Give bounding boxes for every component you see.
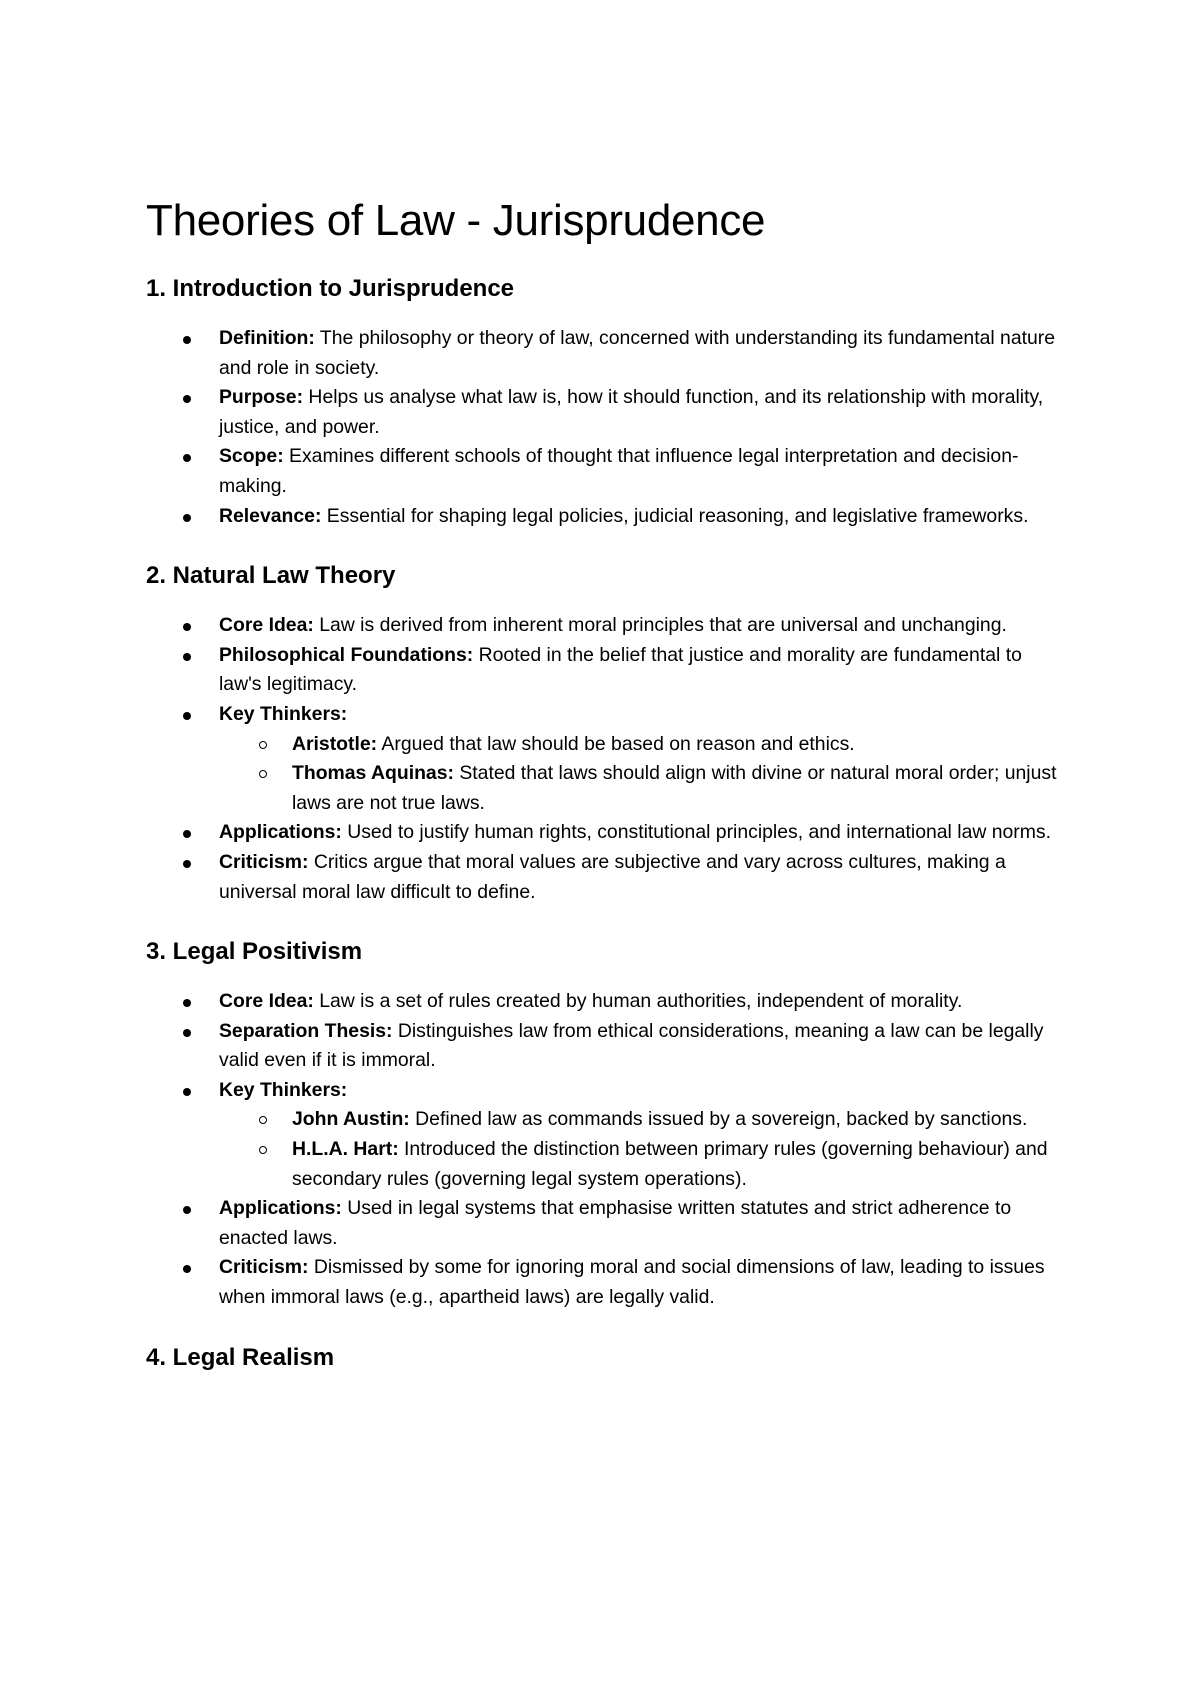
item-term: Applications: xyxy=(219,1197,342,1220)
list-item xyxy=(219,611,1066,641)
item-text: Introduced the distinction between primary rules (governing behaviour) and secondary rules (governing legal system operations). xyxy=(292,1138,1048,1190)
list-item xyxy=(219,1194,1066,1253)
section-legal-positivism xyxy=(146,936,1066,1313)
list-item xyxy=(219,442,1066,501)
sub-list-item xyxy=(292,1105,1066,1135)
document-title: Theories of Law - Jurisprudence xyxy=(146,196,766,245)
item-text: Helps us analyse what law is, how it should function, and its relationship with morality, justice, and power. xyxy=(219,386,1044,438)
item-text: Used in legal systems that emphasise written statutes and strict adherence to enacted laws. xyxy=(219,1197,1012,1249)
list-item xyxy=(219,383,1066,442)
item-term: Philosophical Foundations: xyxy=(219,643,474,666)
item-term: Criticism: xyxy=(219,850,309,873)
item-text: Law is a set of rules created by human authorities, independent of morality. xyxy=(313,990,963,1013)
item-text: Dismissed by some for ignoring moral and social dimensions of law, leading to issues when immoral laws (e.g., apartheid laws) are legally valid. xyxy=(219,1256,1045,1309)
item-term: Aristotle: xyxy=(292,732,378,755)
item-text: Examines different schools of thought that influence legal interpretation and decision-making. xyxy=(219,445,1019,497)
sub-list xyxy=(219,730,1066,819)
section-heading: 4. Legal Realism xyxy=(146,1343,335,1371)
item-text: Law is derived from inherent moral principles that are universal and unchanging. xyxy=(313,614,1007,637)
sub-list-item xyxy=(292,1135,1066,1194)
item-text: Argued that law should be based on reason and ethics. xyxy=(377,732,855,755)
item-term: Key Thinkers: xyxy=(219,702,348,725)
sub-list xyxy=(219,1105,1066,1194)
document-page xyxy=(146,194,1066,1393)
bullet-list xyxy=(146,324,1066,531)
item-term: Core Idea: xyxy=(219,990,314,1013)
section-heading: 2. Natural Law Theory xyxy=(146,562,396,590)
list-item xyxy=(219,700,1066,818)
section-heading: 3. Legal Positivism xyxy=(146,938,363,966)
list-item xyxy=(219,848,1066,907)
item-text: Distinguishes law from ethical considerations, meaning a law can be legally valid even if it is immoral. xyxy=(219,1019,1044,1072)
item-term: Core Idea: xyxy=(219,614,314,637)
list-item xyxy=(219,1076,1066,1194)
section-heading: 1. Introduction to Jurisprudence xyxy=(146,275,515,302)
item-term: Key Thinkers: xyxy=(219,1078,348,1101)
section-natural-law xyxy=(146,560,1066,907)
sub-list-item xyxy=(292,759,1066,818)
item-text: Rooted in the belief that justice and morality are fundamental to law's legitimacy. xyxy=(219,643,1022,696)
list-item xyxy=(219,987,1066,1017)
sub-list-item xyxy=(292,730,1066,760)
list-item xyxy=(219,324,1066,383)
section-legal-realism xyxy=(146,1342,1066,1374)
item-text: Stated that laws should align with divine or natural moral order; unjust laws are not true laws. xyxy=(292,762,1057,814)
list-item xyxy=(219,1253,1066,1312)
item-term: Relevance: xyxy=(219,504,322,527)
bullet-list xyxy=(146,987,1066,1313)
bullet-list xyxy=(146,611,1066,907)
item-term: Applications: xyxy=(219,821,342,844)
item-text: Critics argue that moral values are subjective and vary across cultures, making a universal moral law difficult to define. xyxy=(219,850,1006,903)
item-text: Used to justify human rights, constitutional principles, and international law norms. xyxy=(341,821,1052,844)
list-item xyxy=(219,818,1066,848)
section-introduction xyxy=(146,273,1066,531)
item-term: Purpose: xyxy=(219,386,304,409)
list-item xyxy=(219,641,1066,700)
item-term: Criticism: xyxy=(219,1256,309,1279)
item-term: Scope: xyxy=(219,445,284,468)
item-text: The philosophy or theory of law, concerned with understanding its fundamental nature and role in society. xyxy=(219,327,1056,379)
item-text: Essential for shaping legal policies, judicial reasoning, and legislative frameworks. xyxy=(321,504,1029,527)
list-item xyxy=(219,502,1066,532)
list-item xyxy=(219,1017,1066,1076)
item-term: Definition: xyxy=(219,327,315,349)
item-term: H.L.A. Hart: xyxy=(292,1138,399,1161)
item-text: Defined law as commands issued by a sovereign, backed by sanctions. xyxy=(409,1108,1028,1131)
item-term: Thomas Aquinas: xyxy=(292,762,454,785)
item-term: John Austin: xyxy=(292,1108,410,1131)
item-term: Separation Thesis: xyxy=(219,1019,393,1042)
